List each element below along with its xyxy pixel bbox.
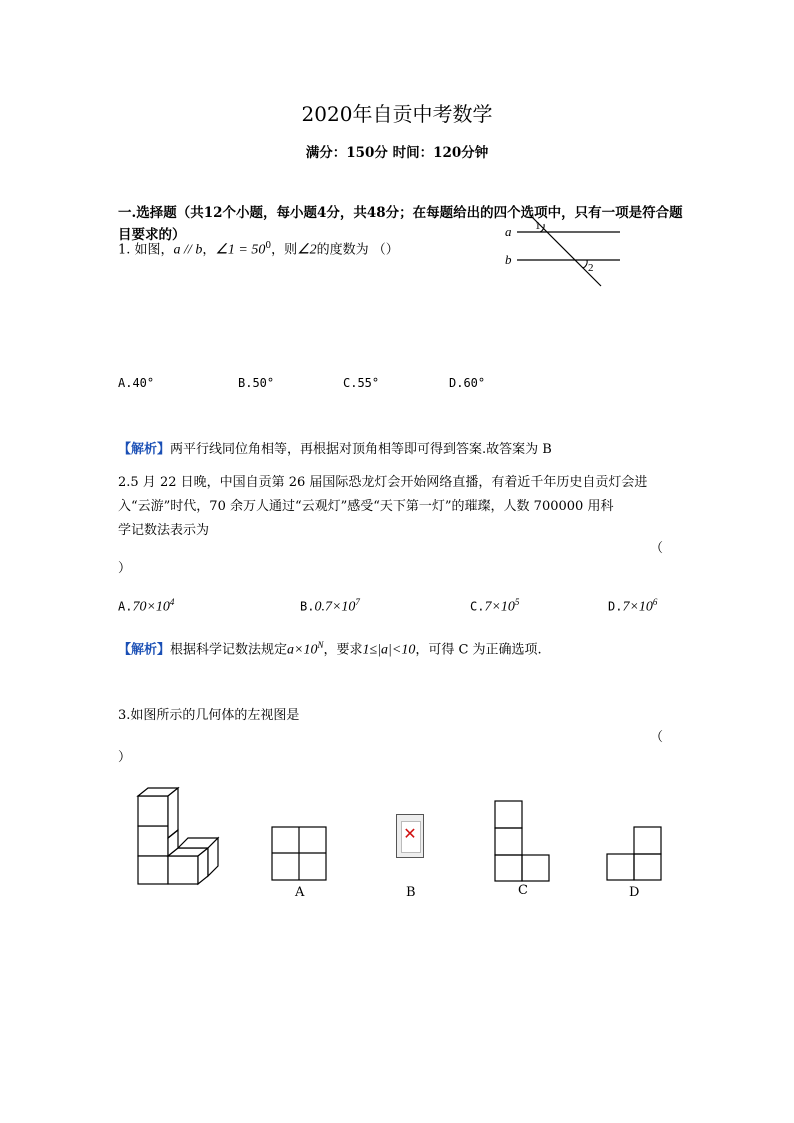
transversal <box>530 215 601 286</box>
q3-label-d: D <box>629 885 640 900</box>
view-option-d <box>606 826 664 882</box>
section-heading: 一.选择题（共12个小题，每小题4分，共48分；在每题给出的四个选项中，只有一项是符合题目要求的） <box>118 205 683 243</box>
q3-paren-open: （ <box>650 730 664 745</box>
angle-2-arc <box>583 260 587 268</box>
label-1: 1 <box>535 220 541 232</box>
q2-option-c: $C.7\times 10^5$ <box>470 597 520 615</box>
question-2-text: 2.5 月 22 日晚，中国自贡第 26 届国际恐龙灯会开始网络直播，有着近千年历史自贡灯会进 入“云游”时代，70 余万人通过“云观灯”感受“天下第一灯”的璀璨，人数 700000 用科 学记数法表示为 <box>118 475 648 538</box>
analysis-tag: 【解析】 <box>118 642 171 658</box>
view-option-c <box>494 800 552 883</box>
q2-analysis: 【解析】根据科学记数法规定$a\times 10^N$，要求1≤|a|<10，可得 C 为正确选项. <box>118 640 542 658</box>
q3-label-b: B <box>406 885 416 900</box>
q1-analysis: 【解析】两平行线同位角相等，再根据对顶角相等即可得到答案.故答案为 B <box>118 442 552 457</box>
q2-option-a: $A.70\times 10^4$ <box>118 597 175 615</box>
label-b: b <box>505 252 512 267</box>
exam-info: 满分：150分 时间：120分钟 <box>305 145 489 161</box>
q2-option-d: $D.7\times 10^6$ <box>608 597 658 615</box>
broken-image-icon: ✕ <box>396 814 424 858</box>
q2-option-b: $B.0.7\times 10^7$ <box>300 597 360 615</box>
q1-option-b: B.50° <box>238 376 275 390</box>
q3-label-a: A <box>295 885 305 900</box>
page-title: 2020年自贡中考数学 <box>301 102 493 126</box>
question-1-text: 1. 如图，a // b，∠1 = $50^0$，则∠2的度数为 （） <box>118 241 399 258</box>
parallel-lines-figure <box>495 212 630 292</box>
question-3-text: 3.如图所示的几何体的左视图是 <box>118 708 300 723</box>
q1-option-d: D.60° <box>449 376 486 390</box>
cube-stack-figure <box>136 786 226 888</box>
q2-paren-open: （ <box>650 541 664 556</box>
label-a: a <box>505 224 512 239</box>
q2-paren-close: ） <box>118 561 132 576</box>
view-option-a <box>271 826 329 882</box>
q3-label-c: C <box>518 883 528 898</box>
analysis-tag: 【解析】 <box>118 442 171 457</box>
q3-paren-close: ） <box>118 750 132 765</box>
q1-option-a: A.40° <box>118 376 155 390</box>
label-2: 2 <box>588 262 594 274</box>
q1-option-c: C.55° <box>343 376 380 390</box>
